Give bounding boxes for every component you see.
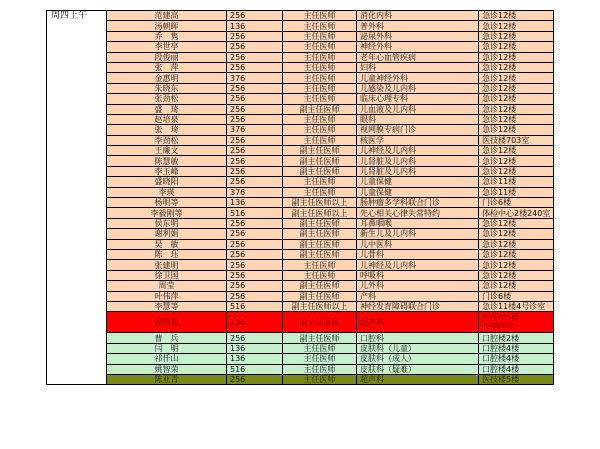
department-cell: 皮肤科（成人）	[357, 354, 479, 364]
department-cell: 肠肿瘤多学科联合门诊	[357, 198, 479, 208]
title-cell: 主任医师	[283, 83, 357, 93]
title-cell: 副主任医师	[283, 218, 357, 228]
doctor-name-cell: 盛晓阳	[107, 177, 227, 187]
fee-cell: 516	[227, 301, 283, 311]
table-row	[47, 52, 554, 62]
doctor-name-cell: 顾胜利	[107, 312, 227, 333]
title-cell: 主任医师	[283, 374, 357, 384]
location-cell: 急诊12楼	[479, 11, 554, 21]
fee-cell: 256	[227, 62, 283, 72]
title-cell: 主任医师	[283, 343, 357, 353]
fee-cell: 256	[227, 104, 283, 114]
fee-cell: 136	[227, 312, 283, 333]
title-cell: 主任医师	[283, 125, 357, 135]
title-cell: 副主任医师	[283, 333, 357, 343]
table-row	[47, 270, 554, 280]
table-row	[47, 104, 554, 114]
fee-cell: 256	[227, 94, 283, 104]
department-cell: 泌尿外科	[357, 31, 479, 41]
doctor-name-cell: 杨明等	[107, 198, 227, 208]
table-row	[47, 166, 554, 176]
title-cell: 副主任医师	[283, 291, 357, 301]
department-cell: 儿童保健	[357, 187, 479, 197]
table-row	[47, 125, 554, 135]
title-cell: 副主任医师	[283, 146, 357, 156]
table-row	[47, 260, 554, 270]
table-row	[47, 114, 554, 124]
doctor-name-cell: 李玉峰	[107, 166, 227, 176]
table-row	[47, 146, 554, 156]
department-cell: 妇科	[357, 62, 479, 72]
location-cell: 急诊12楼	[479, 229, 554, 239]
table-row	[47, 343, 554, 353]
doctor-name-cell: 陈慧敏	[107, 156, 227, 166]
department-cell: 耳鼻咽喉	[357, 218, 479, 228]
location-cell: 口腔楼4楼	[479, 354, 554, 364]
location-cell: 口腔楼2楼	[479, 333, 554, 343]
location-cell: 急诊11楼4号诊室	[479, 301, 554, 311]
location-cell: 急诊12楼	[479, 94, 554, 104]
table-row	[47, 291, 554, 301]
doctor-name-cell: 盛 琦	[107, 104, 227, 114]
doctor-name-cell: 汤朝晖	[107, 21, 227, 31]
doctor-name-cell: 乔 隽	[107, 31, 227, 41]
table-row	[47, 218, 554, 228]
department-cell: 儿肾脏及儿内科	[357, 156, 479, 166]
fee-cell: 376	[227, 187, 283, 197]
table-row	[47, 31, 554, 41]
fee-cell: 256	[227, 374, 283, 384]
doctor-name-cell: 张劲松	[107, 94, 227, 104]
title-cell: 主任医师	[283, 135, 357, 145]
doctor-name-cell: 张 萍	[107, 62, 227, 72]
schedule-sheet	[46, 10, 554, 385]
location-cell: 急诊12楼	[479, 270, 554, 280]
fee-cell: 256	[227, 291, 283, 301]
doctor-name-cell: 周莹	[107, 281, 227, 291]
table-row	[47, 94, 554, 104]
department-cell: 儿骨科	[357, 249, 479, 259]
fee-cell: 136	[227, 21, 283, 31]
fee-cell: 256	[227, 52, 283, 62]
location-cell: 急诊12楼	[479, 83, 554, 93]
table-row	[47, 11, 554, 21]
department-cell: 皮肤科（疑难）	[357, 364, 479, 374]
fee-cell: 136	[227, 343, 283, 353]
doctor-name-cell: 祁仟山	[107, 354, 227, 364]
fee-cell: 256	[227, 333, 283, 343]
department-cell: 儿童保健	[357, 177, 479, 187]
doctor-name-cell: 陈亚青	[107, 374, 227, 384]
location-cell: 急诊12楼	[479, 281, 554, 291]
title-cell: 主任医师	[283, 94, 357, 104]
department-cell: 儿肾脏及儿内科	[357, 166, 479, 176]
doctor-name-cell: 李劲松	[107, 135, 227, 145]
title-cell: 主任医师	[283, 270, 357, 280]
title-cell: 主任医师	[283, 187, 357, 197]
table-row	[47, 354, 554, 364]
department-cell: 超声科	[357, 374, 479, 384]
title-cell: 主任医师	[283, 31, 357, 41]
doctor-name-cell: 朱晓东	[107, 83, 227, 93]
doctor-name-cell: 吴 敏	[107, 239, 227, 249]
title-cell: 主任医师	[283, 21, 357, 31]
department-cell: 产科	[357, 291, 479, 301]
location-cell: 急诊12楼	[479, 260, 554, 270]
fee-cell: 256	[227, 11, 283, 21]
location-cell: 急诊12楼	[479, 31, 554, 41]
department-cell: 呼吸科	[357, 270, 479, 280]
location-cell: 急诊12楼	[479, 52, 554, 62]
fee-cell: 256	[227, 166, 283, 176]
doctor-name-cell: 谢利娟	[107, 229, 227, 239]
fee-cell: 136	[227, 198, 283, 208]
location-cell: 急诊12楼	[479, 42, 554, 52]
title-cell: 副主任医师	[283, 156, 357, 166]
table-row	[47, 229, 554, 239]
fee-cell: 256	[227, 281, 283, 291]
doctor-name-cell: 李世亭	[107, 42, 227, 52]
title-cell: 副主任医师	[283, 312, 357, 333]
doctor-name-cell: 姚智荣	[107, 364, 227, 374]
table-row	[47, 301, 554, 311]
location-cell: 医技楼5楼	[479, 374, 554, 384]
location-cell: 急诊12楼	[479, 114, 554, 124]
location-cell: 急诊12楼	[479, 62, 554, 72]
schedule-table	[46, 10, 554, 385]
location-cell: 急诊12楼	[479, 239, 554, 249]
fee-cell: 256	[227, 146, 283, 156]
doctor-name-cell: 李慧等	[107, 301, 227, 311]
department-cell: 消化内科	[357, 11, 479, 21]
department-cell: 皮肤科（儿童）	[357, 343, 479, 353]
title-cell: 主任医师	[283, 52, 357, 62]
location-cell: 医技楼703室	[479, 135, 554, 145]
location-cell: 急诊12楼	[479, 249, 554, 259]
department-cell: 口腔科	[357, 333, 479, 343]
location-cell	[479, 312, 554, 333]
location-cell: 急诊12楼	[479, 166, 554, 176]
fee-cell: 256	[227, 249, 283, 259]
fee-cell: 256	[227, 260, 283, 270]
doctor-name-cell: 王廉文	[107, 146, 227, 156]
table-row	[47, 73, 554, 83]
doctor-name-cell: 徐卫国	[107, 270, 227, 280]
fee-cell: 376	[227, 125, 283, 135]
table-row	[47, 239, 554, 249]
department-cell: 儿中医科	[357, 239, 479, 249]
department-cell: 儿血液及儿内科	[357, 104, 479, 114]
title-cell: 副主任医师以上	[283, 198, 357, 208]
fee-cell: 256	[227, 229, 283, 239]
title-cell: 副主任医师	[283, 239, 357, 249]
department-cell: 先心相关心律失常特约	[357, 208, 479, 218]
doctor-name-cell: 范建高	[107, 11, 227, 21]
department-cell: 临床心理专科	[357, 94, 479, 104]
doctor-name-cell: 曹 兵	[107, 333, 227, 343]
location-cell: 急诊12楼	[479, 146, 554, 156]
department-cell: 神经发育障碍联合门诊	[357, 301, 479, 311]
location-line: 医技楼5楼	[482, 313, 520, 323]
location-cell: 急诊12楼	[479, 104, 554, 114]
location-cell: 门诊6楼	[479, 291, 554, 301]
title-cell: 主任医师	[283, 364, 357, 374]
doctor-name-cell: 张 琦	[107, 125, 227, 135]
table-row	[47, 156, 554, 166]
department-cell: 眼科	[357, 114, 479, 124]
doctor-name-cell: 陈 珏	[107, 249, 227, 259]
title-cell: 副主任医师	[283, 166, 357, 176]
fee-cell: 376	[227, 73, 283, 83]
location-cell: 急诊12楼	[479, 218, 554, 228]
table-row	[47, 187, 554, 197]
table-row	[47, 374, 554, 384]
table-row	[47, 333, 554, 343]
department-cell: 核医学	[357, 135, 479, 145]
fee-cell: 516	[227, 208, 283, 218]
fee-cell: 136	[227, 354, 283, 364]
title-cell: 副主任医师	[283, 229, 357, 239]
table-row	[47, 21, 554, 31]
fee-cell: 256	[227, 270, 283, 280]
fee-cell: 516	[227, 364, 283, 374]
title-cell: 副主任医师	[283, 249, 357, 259]
department-cell: 普外科	[357, 21, 479, 31]
location-cell: 急诊12楼	[479, 73, 554, 83]
doctor-name-cell: 叶伟萍	[107, 291, 227, 301]
table-row	[47, 312, 554, 333]
title-cell: 主任医师	[283, 42, 357, 52]
doctor-name-cell: 张建明	[107, 260, 227, 270]
fee-cell: 256	[227, 135, 283, 145]
day-label: 周四上午	[47, 11, 107, 385]
location-cell: 口腔楼4楼	[479, 364, 554, 374]
title-cell: 副主任医师	[283, 104, 357, 114]
location-cell: 门诊6楼	[479, 198, 554, 208]
fee-cell: 256	[227, 42, 283, 52]
title-cell: 副主任医师以上	[283, 208, 357, 218]
table-row	[47, 42, 554, 52]
title-cell: 主任医师	[283, 260, 357, 270]
title-cell: 主任医师	[283, 354, 357, 364]
department-cell: 儿童神经外科	[357, 73, 479, 83]
fee-cell: 256	[227, 31, 283, 41]
location-cell: 急诊11楼	[479, 187, 554, 197]
doctor-name-cell: 闫 明	[107, 343, 227, 353]
department-cell: 儿神经及儿内科	[357, 146, 479, 156]
title-cell: 主任医师	[283, 62, 357, 72]
table-row	[47, 281, 554, 291]
title-cell: 副主任医师以上	[283, 301, 357, 311]
title-cell: 主任医师	[283, 11, 357, 21]
doctor-name-cell: 金惠明	[107, 73, 227, 83]
title-cell: 主任医师	[283, 73, 357, 83]
location-cell: 急诊11楼	[479, 177, 554, 187]
status-note: 长期停诊	[482, 322, 514, 332]
location-cell: 急诊12楼	[479, 125, 554, 135]
fee-cell: 256	[227, 156, 283, 166]
title-cell: 主任医师	[283, 177, 357, 187]
table-row	[47, 62, 554, 72]
table-row	[47, 135, 554, 145]
department-cell: 视网膜专病门诊	[357, 125, 479, 135]
location-cell: 体检中心2楼240室	[479, 208, 554, 218]
location-cell: 急诊12楼	[479, 21, 554, 31]
fee-cell: 256	[227, 114, 283, 124]
fee-cell: 256	[227, 177, 283, 187]
doctor-name-cell: 李毅刚等	[107, 208, 227, 218]
table-row	[47, 83, 554, 93]
department-cell: 新生儿及儿内科	[357, 229, 479, 239]
location-cell: 口腔楼4楼	[479, 343, 554, 353]
doctor-name-cell: 赵培泉	[107, 114, 227, 124]
fee-cell: 256	[227, 218, 283, 228]
doctor-name-cell: 段俊丽	[107, 52, 227, 62]
table-row	[47, 249, 554, 259]
title-cell: 副主任医师	[283, 281, 357, 291]
location-cell: 急诊12楼	[479, 156, 554, 166]
table-row	[47, 364, 554, 374]
doctor-name-cell: 侯东明	[107, 218, 227, 228]
department-cell: 老年心血管疾病	[357, 52, 479, 62]
department-cell: 神经外科	[357, 42, 479, 52]
department-cell: 儿神经及儿内科	[357, 260, 479, 270]
table-row	[47, 177, 554, 187]
table-row	[47, 198, 554, 208]
fee-cell: 256	[227, 239, 283, 249]
schedule-body	[47, 11, 554, 385]
table-row	[47, 208, 554, 218]
department-cell: 超声科	[357, 312, 479, 333]
fee-cell: 256	[227, 83, 283, 93]
department-cell: 儿感染及儿内科	[357, 83, 479, 93]
department-cell: 儿外科	[357, 281, 479, 291]
title-cell: 主任医师	[283, 114, 357, 124]
doctor-name-cell: 李瑛	[107, 187, 227, 197]
